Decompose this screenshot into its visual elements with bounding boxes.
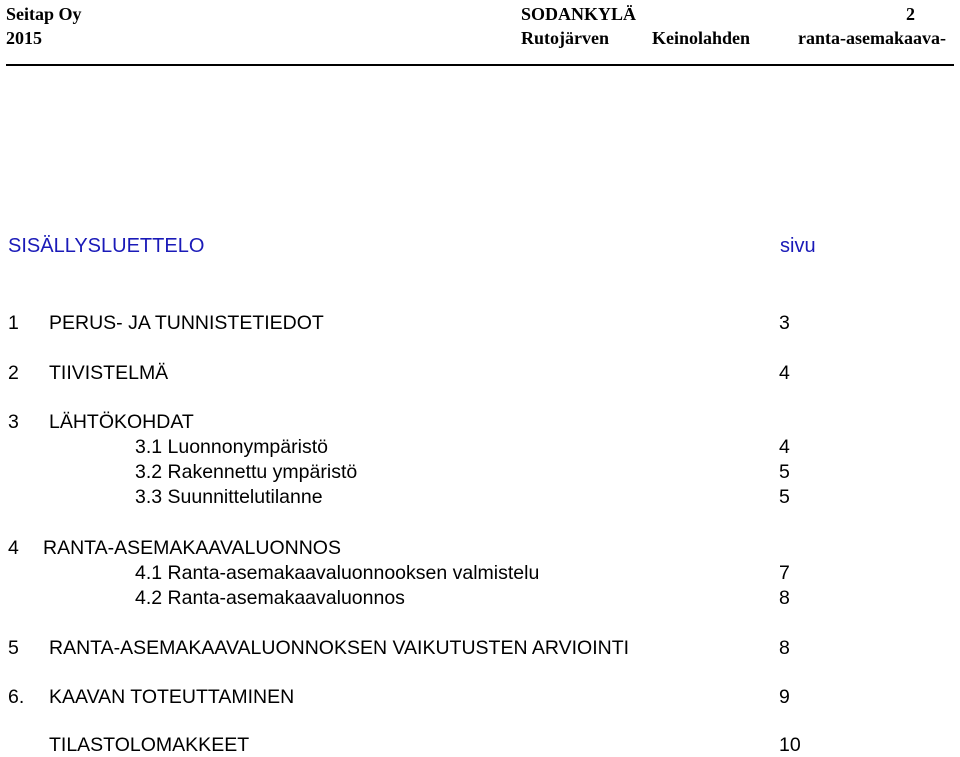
toc-entry-page: 7 bbox=[779, 562, 790, 584]
toc-entry-text[interactable]: RANTA-ASEMAKAAVALUONNOS bbox=[43, 537, 341, 559]
toc-entry-number: 3 bbox=[8, 411, 19, 433]
toc-entry-page: 4 bbox=[779, 436, 790, 458]
toc-entry-number: 2 bbox=[8, 362, 19, 384]
header-word-1: Rutojärven bbox=[521, 28, 609, 48]
toc-entry-text[interactable]: KAAVAN TOTEUTTAMINEN bbox=[49, 686, 295, 708]
toc-entry-page: 10 bbox=[779, 734, 801, 756]
toc-entry-page: 9 bbox=[779, 686, 790, 708]
toc-entry-text[interactable]: RANTA-ASEMAKAAVALUONNOKSEN VAIKUTUSTEN ARVIOINTI bbox=[49, 637, 630, 659]
toc-subentry-text[interactable]: 3.1 Luonnonympäristö bbox=[135, 436, 328, 458]
toc-subentry-text[interactable]: 4.2 Ranta-asemakaavaluonnos bbox=[135, 587, 405, 609]
toc-entry-page: 3 bbox=[779, 312, 790, 334]
header-rule bbox=[6, 64, 954, 66]
toc-entry-text[interactable]: TILASTOLOMAKKEET bbox=[49, 734, 250, 756]
toc-entry-number: 6. bbox=[8, 686, 25, 708]
toc-entry-page: 8 bbox=[779, 587, 790, 609]
toc-entry-page: 5 bbox=[779, 461, 790, 483]
municipality-name: SODANKYLÄ bbox=[521, 4, 637, 24]
toc-entry-number: 4 bbox=[8, 537, 19, 559]
toc-subentry-text[interactable]: 3.3 Suunnittelutilanne bbox=[135, 486, 323, 508]
toc-entry-page: 5 bbox=[779, 486, 790, 508]
toc-entry-page: 4 bbox=[779, 362, 790, 384]
header-page-number: 2 bbox=[906, 4, 915, 24]
toc-entry-number: 5 bbox=[8, 637, 19, 659]
company-name: Seitap Oy bbox=[6, 4, 82, 24]
toc-entry-text[interactable]: TIIVISTELMÄ bbox=[49, 362, 169, 384]
toc-entry-number: 1 bbox=[8, 312, 19, 334]
toc-entry-page: 8 bbox=[779, 637, 790, 659]
header-year: 2015 bbox=[6, 28, 42, 48]
header-word-3: ranta-asemakaava- bbox=[798, 28, 946, 48]
toc-entry-text[interactable]: PERUS- JA TUNNISTETIEDOT bbox=[49, 312, 324, 334]
toc-page-heading: sivu bbox=[780, 235, 816, 257]
header-word-2: Keinolahden bbox=[652, 28, 751, 48]
toc-title: SISÄLLYSLUETTELO bbox=[8, 235, 205, 257]
toc-entry-text[interactable]: LÄHTÖKOHDAT bbox=[49, 411, 194, 433]
toc-subentry-text[interactable]: 3.2 Rakennettu ympäristö bbox=[135, 461, 358, 483]
toc-subentry-text[interactable]: 4.1 Ranta-asemakaavaluonnooksen valmistelu bbox=[135, 562, 540, 584]
